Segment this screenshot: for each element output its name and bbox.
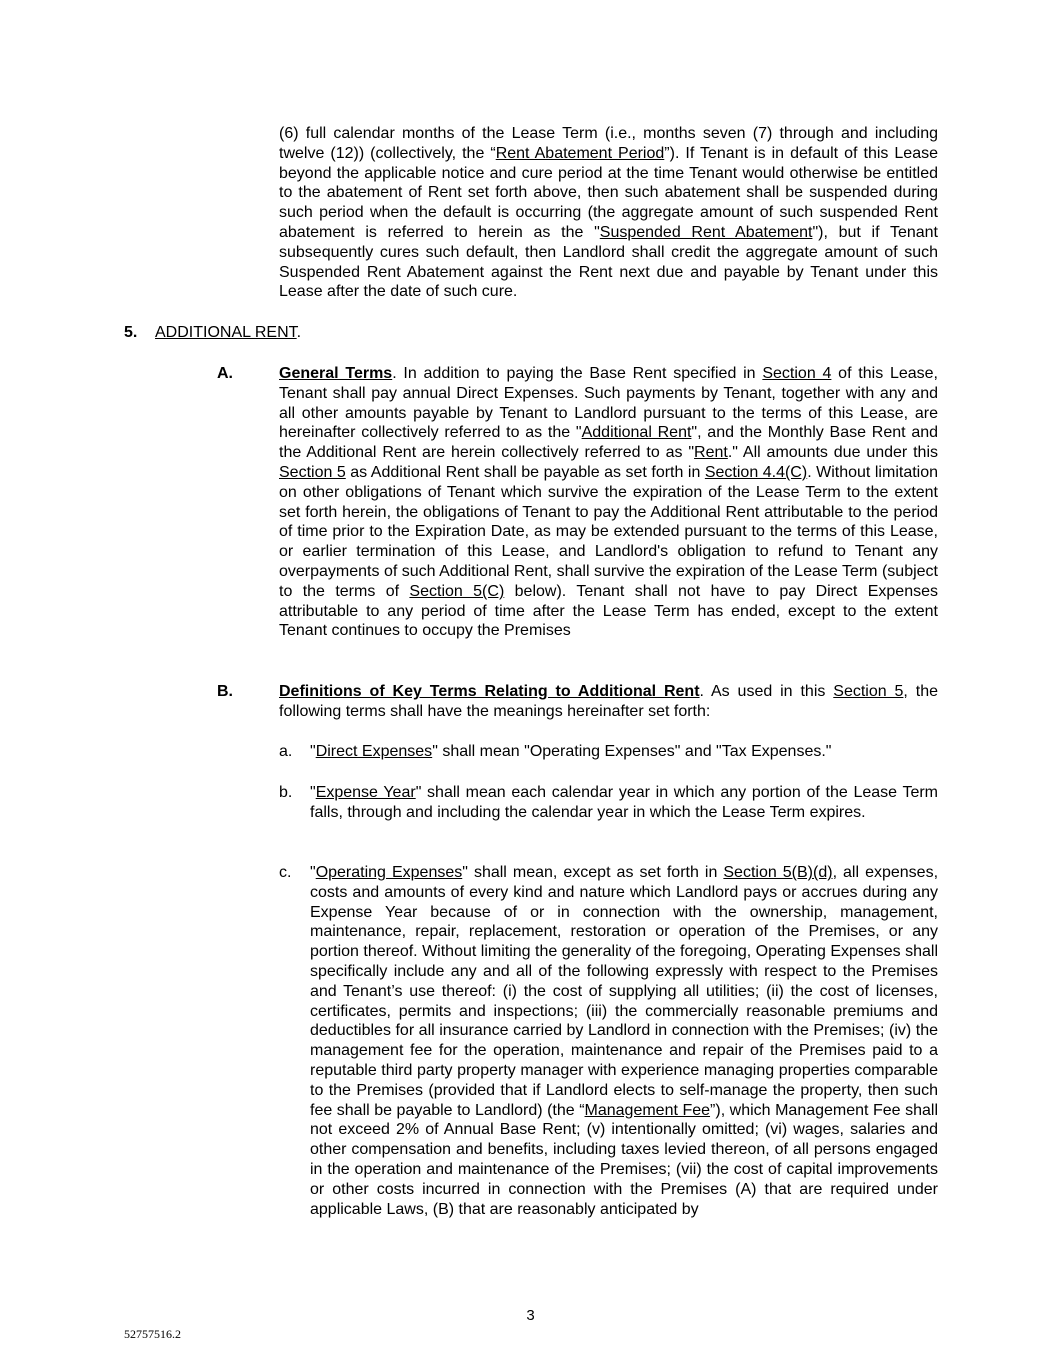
term-expense-year: Expense Year (315, 784, 416, 801)
text-run: " (310, 864, 316, 881)
text-run: . In addition to paying the Base Rent specified in (392, 365, 763, 382)
item-a-label: a. (279, 743, 293, 760)
item-a-direct-expenses (310, 742, 938, 762)
text-run: . Without limitation on other obligations of Tenant which survive the expiration of the Lease Term to the extent set forth herein, the obligations of Tenant to pay the Additional Rent attributable to the period of time prior to the Expiration Date, as may be extended pursuant to the terms of this Lease, or earlier termination of this Lease, and Landlord's obligation to refund to Tenant any overpayments of such Additional Rent, shall survive the expiration of the Lease Term (subject to the terms of (279, 463, 939, 600)
subsection-b-paragraph (279, 682, 938, 722)
text-run: , all expenses, costs and amounts of every kind and nature which Landlord pays or accrues during any Expense Year because of or in connection with the ownership, management, maintenance, repair, replacement, restoration or operation of the Premises, or any portion thereof. Without limiting the generality of the foregoing, Operating Expenses shall specifically include any and all of the following expressly with respect to the Premises and Tenant’s use thereof: (i) the cost of supplying all utilities; (ii) the cost of licenses, certificates, permits and inspections; (iii) the commercially reasonable premiums and deductibles for all insurance carried by Landlord in connection with the Premises; (iv) the management fee for the operation, maintenance and repair of the Premises paid to a reputable third party property manager with experience managing properties comparable to the Premises (provided that if Landlord elects to self-manage the property, then such fee shall be payable to Landlord) (the “ (310, 864, 939, 1119)
ref-section-5-c: Section 5(C) (409, 582, 505, 600)
text-run: (6) full calendar months of the Lease Term (i.e., months seven (7) through and including twelve (12)) (collectively, the “ (279, 125, 938, 162)
text-run: " (310, 784, 316, 801)
abatement-paragraph (279, 124, 938, 302)
subsection-a-label: A. (217, 365, 233, 382)
text-run: below). Tenant shall not have to pay Direct Expenses attributable to any period of time after the Lease Term has ended, except to the extent Tenant continues to occupy the Premises (279, 582, 938, 640)
page-number: 3 (526, 1307, 535, 1324)
term-operating-expenses: Operating Expenses (315, 864, 463, 881)
term-management-fee: Management Fee (584, 1101, 711, 1119)
text-run: of this Lease, Tenant shall pay annual Direct Expenses. Such payments by Tenant, together with any and all other amounts payable by Tenant to Landlord pursuant to the terms of this Lease, are hereinafter collectively referred to as the " (279, 365, 939, 442)
text-run: " shall mean each calendar year in which any portion of the Lease Term falls, through and including the calendar year in which the Lease Term expires. (310, 784, 938, 821)
subsection-a-paragraph (279, 364, 938, 641)
item-c-operating-expenses (310, 863, 938, 1219)
ref-section-5: Section 5 (833, 683, 904, 700)
subsection-a-heading: General Terms (279, 365, 393, 382)
text-run: . (296, 324, 302, 341)
text-run: " shall mean "Operating Expenses" and "Tax Expenses." (432, 743, 832, 760)
text-run: ”), which Management Fee shall not exceed 2% of Annual Base Rent; (v) intentionally omitted; (vi) wages, salaries and other compensation and benefits, including taxes levied thereon, of all persons engaged in the operation and maintenance of the Premises; (vii) the cost of capital improvements or other costs incurred in connection with the Premises (A) that are required under applicable Laws, (B) that are reasonably anticipated by (310, 1101, 939, 1218)
term-direct-expenses: Direct Expenses (315, 743, 433, 760)
item-b-label: b. (279, 784, 293, 801)
term-rent: Rent (694, 444, 728, 462)
term-additional-rent: Additional Rent (581, 424, 692, 442)
subsection-b-heading: Definitions of Key Terms Relating to Additional Rent (279, 683, 700, 700)
item-b-expense-year (310, 783, 938, 823)
ref-section-4: Section 4 (762, 365, 832, 382)
text-run: , the following terms shall have the meanings hereinafter set forth: (279, 683, 938, 720)
term-suspended-rent-abatement: Suspended Rent Abatement (599, 223, 813, 241)
ref-section-5: Section 5 (279, 463, 346, 481)
section-number: 5. (124, 324, 138, 341)
text-run: . As used in this (699, 683, 834, 700)
text-run: ." All amounts due under this (727, 444, 939, 462)
section-title: ADDITIONAL RENT (155, 324, 297, 341)
text-run: " shall mean, except as set forth in (462, 864, 724, 881)
text-run: ", and the Monthly Base Rent and the Additional Rent are herein collectively referred to as " (279, 424, 939, 462)
text-run: as Additional Rent shall be payable as set forth in (345, 463, 705, 481)
item-c-label: c. (279, 864, 292, 881)
text-run: " (310, 743, 316, 760)
ref-section-4-4-c: Section 4.4(C) (704, 463, 808, 481)
ref-section-5-b-d: Section 5(B)(d) (723, 864, 833, 881)
text-run: ”). If Tenant is in default of this Lease beyond the applicable notice and cure period at the time Tenant would otherwise be entitled to the abatement of Rent set forth above, then such abatement shall be suspended during such period when the default is occurring (the aggregate amount of such suspended Rent abatement is referred to herein as the " (279, 144, 939, 241)
document-id: 52757516.2 (124, 1327, 181, 1341)
text-run: "), but if Tenant subsequently cures such default, then Landlord shall credit the aggregate amount of such Suspended Rent Abatement against the Rent next due and payable by Tenant under this Lease after the date of such cure. (279, 223, 938, 301)
subsection-b-label: B. (217, 683, 233, 700)
section-5-heading (124, 323, 524, 343)
term-rent-abatement-period: Rent Abatement Period (495, 144, 665, 162)
